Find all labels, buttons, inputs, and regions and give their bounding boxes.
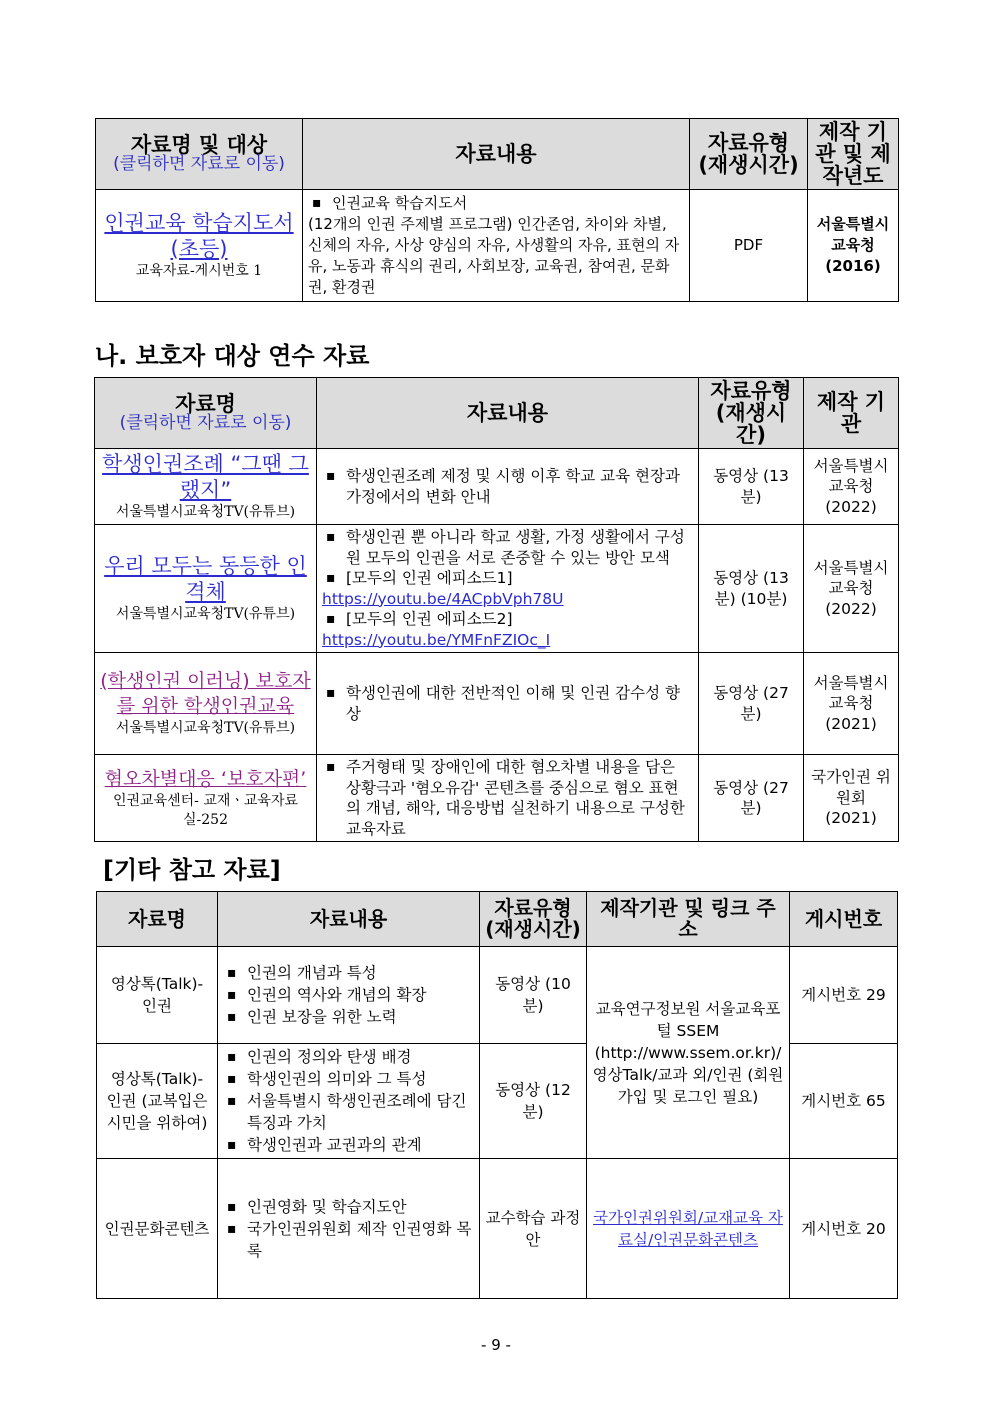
resource-type: 동영상 (27분) — [699, 653, 804, 755]
youtube-link-2[interactable]: https://youtu.be/YMFnFZIOc_I — [322, 630, 551, 649]
resource-maker: 서울특별시 교육청 (2016) — [808, 190, 899, 302]
resource-type: 동영상 (12분) — [480, 1044, 587, 1159]
content-bullet: ▪ 학생인권과 교권과의 관계 — [223, 1134, 474, 1156]
resource-source: 서울특별시교육청TV(유튜브) — [115, 720, 296, 737]
content-bullet: ▪ 학생인권조례 제정 및 시행 이후 학교 교육 현장과 가정에서의 변화 안내 — [322, 466, 693, 507]
resource-table-2 — [94, 377, 899, 842]
maker-link[interactable]: 국가인권위원회/교재교육 자료실/인권문화콘텐츠 — [593, 1208, 783, 1249]
page-number: - 9 - — [481, 1336, 511, 1354]
header-maker: 제작기관 및 링크 주소 — [587, 892, 790, 947]
resource-type: 교수학습 과정안 — [480, 1159, 587, 1299]
shared-maker-cell: 교육연구정보원 서울교육포털 SSEM (http://www.ssem.or.kr)/ 영상Talk/교과 외/인권 (회원가입 및 로그인 필요) — [587, 947, 790, 1159]
content-bullet: ▪ 인권의 역사와 개념의 확장 — [223, 984, 474, 1006]
header-type: 자료유형 (재생시간) — [690, 119, 808, 190]
resource-name: 인권문화콘텐츠 — [97, 1159, 218, 1299]
resource-source: 서울특별시교육청TV(유튜브) — [115, 504, 296, 521]
content-bullet: ▪ [모두의 인권 에피소드2] — [322, 609, 693, 630]
section-heading-guardian: 나. 보호자 대상 연수 자료 — [95, 342, 370, 370]
resource-type: 동영상 (13분) — [699, 449, 804, 525]
resource-maker: 서울특별시 교육청 (2022) — [804, 449, 899, 525]
resource-content-cell — [218, 1159, 480, 1299]
resource-name-cell — [95, 755, 317, 842]
maker-link-cell — [587, 1159, 790, 1299]
content-bullet: ▪ 주거형태 및 장애인에 대한 혐오차별 내용을 담은 상황극과 '혐오유감' 콘텐츠를 중심으로 혐오 표현의 개념, 해악, 대응방법 실천하기 내용으로 구성한 교육자료 — [322, 757, 693, 839]
resource-maker: 서울특별시 교육청 (2022) — [804, 525, 899, 653]
header-name: 자료명 (클릭하면 자료로 이동) — [95, 378, 317, 449]
header-content: 자료내용 — [218, 892, 480, 947]
resource-source: 교육자료-게시번호 1 — [135, 263, 263, 280]
resource-type: PDF — [690, 190, 808, 302]
content-bullet: ▪ 학생인권 뿐 아니라 학교 생활, 가정 생활에서 구성원 모두의 인권을 서로 존중할 수 있는 방안 모색 — [322, 527, 693, 568]
resource-content-cell — [218, 1044, 480, 1159]
header-type: 자료유형 (재생시간) — [480, 892, 587, 947]
header-content: 자료내용 — [317, 378, 699, 449]
resource-name: 영상톡(Talk)- 인권 (교복입은 시민을 위하여) — [97, 1044, 218, 1159]
resource-source: 서울특별시교육청TV(유튜브) — [115, 606, 296, 623]
resource-name: 영상톡(Talk)- 인권 — [97, 947, 218, 1044]
section-heading-other: [기타 참고 자료] — [103, 856, 281, 884]
resource-type: 동영상 (27분) — [699, 755, 804, 842]
resource-name-cell — [96, 190, 303, 302]
header-content: 자료내용 — [303, 119, 690, 190]
resource-content-cell — [317, 525, 699, 653]
content-bullet: ▪ 학생인권에 대한 전반적인 이해 및 인권 감수성 향상 — [322, 683, 693, 724]
content-bullet: ▪ 인권교육 학습지도서 — [308, 193, 684, 214]
resource-link[interactable]: 학생인권조례 “그땐 그랬지” — [102, 452, 309, 503]
content-bullet: ▪ 인권의 정의와 탄생 배경 — [223, 1046, 474, 1068]
content-detail: (12개의 인권 주제별 프로그램) 인간존엄, 차이와 차별, 신체의 자유, 사상 양심의 자유, 사생활의 자유, 표현의 자유, 노동과 휴식의 권리, 사회보장, 교육권, 참여권, 문화권, 환경권 — [308, 215, 680, 297]
content-bullet: ▪ 인권영화 및 학습지도안 — [223, 1196, 474, 1218]
resource-content-cell — [317, 755, 699, 842]
resource-type: 동영상 (13분) (10분) — [699, 525, 804, 653]
resource-link[interactable]: 혐오차별대응 ‘보호자편’ — [104, 767, 307, 790]
header-maker: 제작 기관 — [804, 378, 899, 449]
youtube-link-1[interactable]: https://youtu.be/4ACpbVph78U — [322, 589, 564, 608]
resource-table-3 — [96, 891, 898, 1299]
resource-maker: 서울특별시 교육청 (2021) — [804, 653, 899, 755]
header-number: 게시번호 — [790, 892, 898, 947]
resource-number: 게시번호 29 — [790, 947, 898, 1044]
resource-maker: 국가인권 위원회 (2021) — [804, 755, 899, 842]
resource-name-cell — [95, 653, 317, 755]
resource-number: 게시번호 20 — [790, 1159, 898, 1299]
resource-table-1 — [95, 118, 899, 302]
header-name-sub: (클릭하면 자료로 이동) — [113, 154, 285, 175]
resource-content-cell — [303, 190, 690, 302]
resource-link[interactable]: 우리 모두는 동등한 인격체 — [104, 554, 307, 605]
resource-source: 인권교육센터- 교재ㆍ교육자료실-252 — [113, 792, 298, 828]
header-maker: 제작 기관 및 제작년도 — [808, 119, 899, 190]
content-bullet: ▪ 인권의 개념과 특성 — [223, 962, 474, 984]
resource-link[interactable]: 인권교육 학습지도서 (초등) — [104, 211, 294, 262]
resource-link[interactable]: (학생인권 이러닝) 보호자를 위한 학생인권교육 — [100, 670, 311, 718]
resource-number: 게시번호 65 — [790, 1044, 898, 1159]
resource-content-cell — [317, 653, 699, 755]
content-bullet: ▪ 인권 보장을 위한 노력 — [223, 1006, 474, 1028]
header-name: 자료명 — [97, 892, 218, 947]
header-name-sub: (클릭하면 자료로 이동) — [119, 413, 292, 434]
content-bullet: ▪ 학생인권의 의미와 그 특성 — [223, 1068, 474, 1090]
content-bullet: ▪ 국가인권위원회 제작 인권영화 목록 — [223, 1218, 474, 1262]
header-name: 자료명 및 대상 (클릭하면 자료로 이동) — [96, 119, 303, 190]
resource-name-cell — [95, 449, 317, 525]
content-bullet: ▪ 서울특별시 학생인권조례에 담긴 특징과 가치 — [223, 1090, 474, 1134]
resource-type: 동영상 (10분) — [480, 947, 587, 1044]
resource-name-cell — [95, 525, 317, 653]
resource-content-cell — [218, 947, 480, 1044]
resource-content-cell — [317, 449, 699, 525]
content-bullet: ▪ [모두의 인권 에피소드1] — [322, 568, 693, 589]
header-type: 자료유형 (재생시간) — [699, 378, 804, 449]
